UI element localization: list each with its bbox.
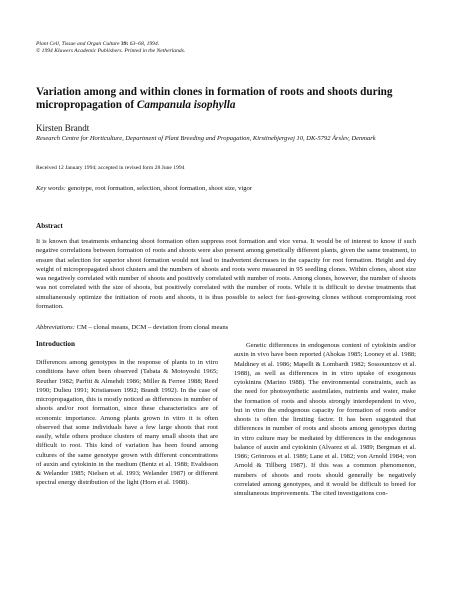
journal-copyright: © 1994 Kluwers Academic Publishers. Printed in the Netherlands. (36, 48, 186, 55)
article-title (36, 86, 416, 112)
abstract-heading: Abstract (36, 222, 63, 230)
article-affiliation: Research Centre for Horticulture, Department of Plant Breeding and Propagation, Kirstinebjergvej 10, DK-5792 Årslev, Denmark (36, 135, 376, 142)
introduction-heading: Introduction (36, 340, 76, 348)
journal-volume: 39: (120, 41, 129, 47)
abstract-text: It is known that treatments enhancing shoot formation often suppress root formation and vice versa. It would be of interest to know if such negative correlations between formation of roots and shoots were also present among genetically different plants, given the same treatment, to ensure that selection for superior shoot formation would not lead to inadvertent decreases in the capacity for root formation. Height and dry weight of micropropagated shoot clusters and the numbers of shoots and roots were measured in 95 seedling clones. Within clones, shoot size was negatively correlated with number of shoots and positively correlated with number of roots. Among clones, however, the number of shoots was not correlated with the size of shoots, but positively correlated with the number of roots. While it is difficult to devise treatments that simultaneously optimize the initiation of roots and shoots, it is thus possible to select for fast-growing clones without compromising root formation. (36, 238, 416, 311)
article-title-species: Campanula isophylla (136, 99, 236, 111)
keywords-label: Key words: (36, 185, 66, 192)
introduction-column-left: Differences among genotypes in the response of plants to in vitro conditions have often been observed (Tabata & Motoyoshi 1965; Reuther 1982; Parfitt & Almehdi 1986; Miller & Ferree 1988; Reed 1990; Dulieu 1991; Kristiansen 1992; Brandt 1992). In the case of micropropagation, this is mostly noticed as differences in number of shoots and/or root formation, since these characteristics are of economic importance. Among plants grown in vitro it is often observed that some individuals have a few large shoots that root easily, while others produce clusters of many small shoots that are difficult to root. This kind of variation has been found among cultures of the same genotype grown with different concentrations of auxin and cytokinin in the medium (Bentz et al. 1988; Evaldsson & Welander 1985; Nielsen et al. 1993; Welander 1987) or different spectral energy distribution of the light (Horn et al. 1988). (36, 359, 218, 487)
article-title-main: Variation among and within clones in formation of roots and shoots during micropropagation of (36, 86, 393, 111)
journal-name: Plant Cell, Tissue and Organ Culture (36, 41, 120, 47)
journal-pages: 63–68, 1994. (129, 41, 160, 47)
abbreviations-text: CM – clonal means, DCM – deviation from clonal means (76, 324, 229, 331)
keywords (36, 185, 252, 194)
keywords-text: genotype, root formation, selection, shoot formation, shoot size, vigor (67, 185, 253, 192)
received-dates: Received 12 January 1994; accepted in revised form 28 June 1994 (36, 165, 185, 171)
abbreviations-label: Abbreviations: (36, 324, 75, 331)
abbreviations (36, 323, 228, 332)
introduction-column-right: Genetic differences in endogenous content of cytokinin and/or auxin in vivo have been reported (Ahokas 1985; Looney et al. 1988; Maldiney et al. 1986; Mapelli & Lombardi 1982; Sossountzov et al. 1988), as well as differences in in vitro uptake of exogenous cytokinins (Marino 1988). The environmental constraints, such as the need for photosynthetic assimilates, nutrients and water, make the formation of roots and shoots strongly interdependent in vivo, but in vitro the endogenous capacity for formation of roots and/or shoots is often the limiting factor. It has been suggested that differences in number of roots and shoots among genotypes during in vitro culture may be mediated by differences in the endogenous balance of auxin and cytokinin (Alvarez et al. 1989; Bergman et al. 1986; Grönroos et al. 1989; Lane et al. 1982; von Arnold 1984; von Arnold & Tillberg 1987). If this was a common phenomenon, numbers of shoots and roots should generally be negatively correlated among genotypes, and it would be difficult to breed for simultaneous improvements. The cited investigations con- (234, 342, 416, 497)
article-author: Kirsten Brandt (36, 123, 90, 133)
journal-header (36, 41, 185, 56)
